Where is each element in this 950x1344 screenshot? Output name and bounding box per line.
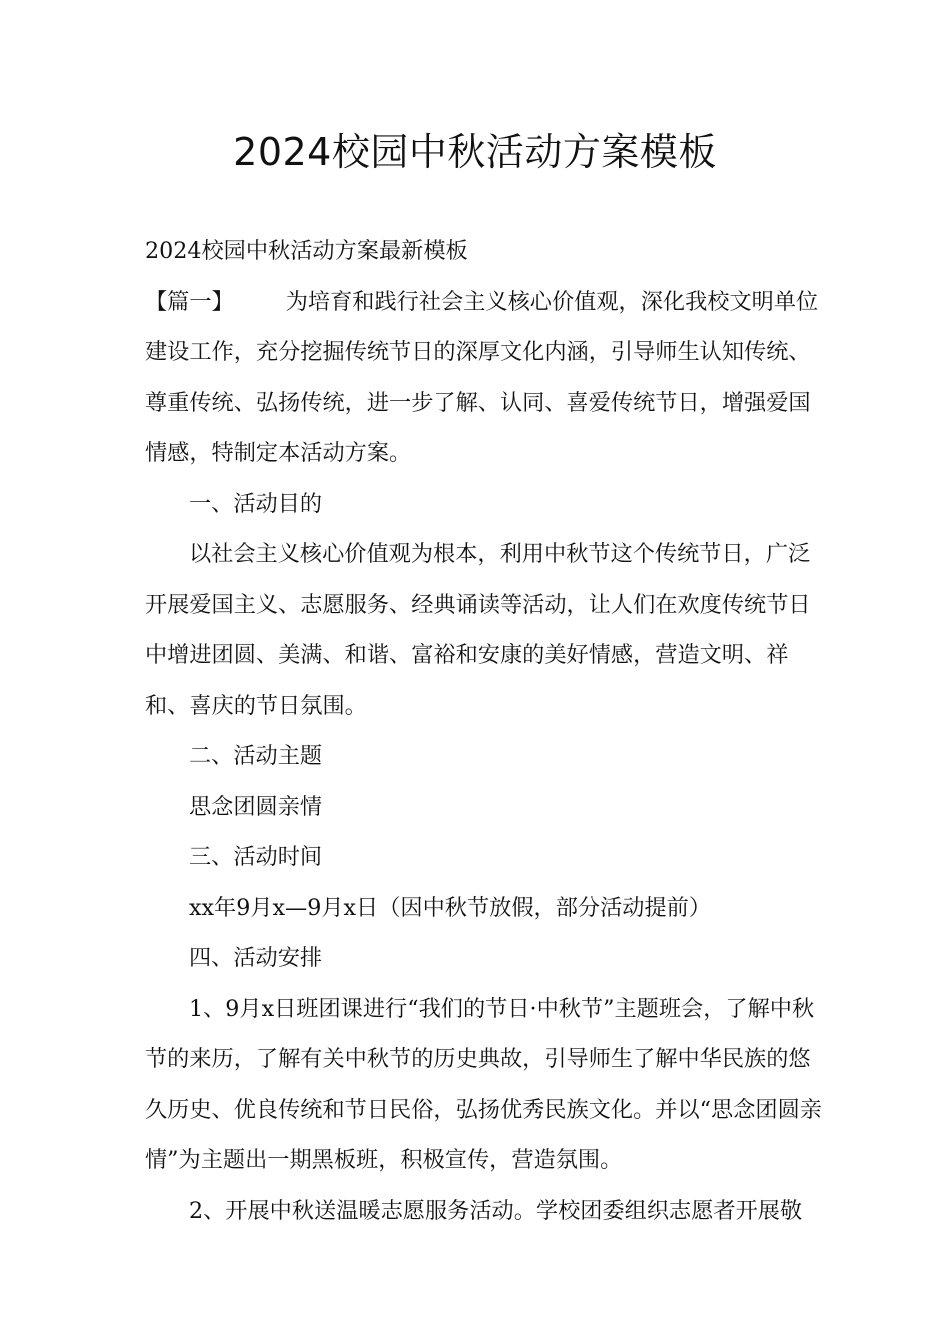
heading-activity-schedule: 四、活动安排 <box>189 945 323 971</box>
section-tag: 【篇一】 <box>145 288 234 315</box>
heading-activity-purpose: 一、活动目的 <box>189 490 323 517</box>
paragraph-schedule-item-2: 2、开展中秋送温暖志愿服务活动。学校团委组织志愿者开展敬 <box>189 1197 803 1224</box>
intro-text: 为培育和践行社会主义核心价值观，深化我校文明单位建设工作，充分挖掘传统节日的深厚文化内涵，引导师生认知传统、尊重传统、弘扬传统，进一步了解、认同、喜爱传统节日，增强爱国情感，特制定本活动方案。 <box>145 288 819 466</box>
paragraph-schedule-item-1: 1、9月x日班团课进行“我们的节日·中秋节”主题班会，了解中秋节的来历，了解有关中秋节的历史典故，引导师生了解中华民族的悠久历史、优良传统和节日民俗，弘扬优秀民族文化。并以“思念团圆亲情”为主题出一期黑板班，积极宣传，营造氛围。 <box>145 995 822 1173</box>
paragraph-activity-time: xx年9月x—9月x日（因中秋节放假，部分活动提前） <box>189 894 712 921</box>
document-subtitle: 2024校园中秋活动方案最新模板 <box>145 238 468 264</box>
paragraph-activity-theme: 思念团圆亲情 <box>189 793 323 820</box>
document-body <box>145 226 830 1236</box>
intro-paragraph <box>145 277 830 479</box>
document-title: 2024校园中秋活动方案模板 <box>233 130 717 174</box>
paragraph-activity-purpose: 以社会主义核心价值观为根本，利用中秋节这个传统节日，广泛开展爱国主义、志愿服务、经典诵读等活动，让人们在欢度传统节日中增进团圆、美满、和谐、富裕和安康的美好情感，营造文明、祥和、喜庆的节日氛围。 <box>145 541 811 719</box>
heading-activity-time: 三、活动时间 <box>189 844 323 870</box>
heading-activity-theme: 二、活动主题 <box>189 743 323 769</box>
